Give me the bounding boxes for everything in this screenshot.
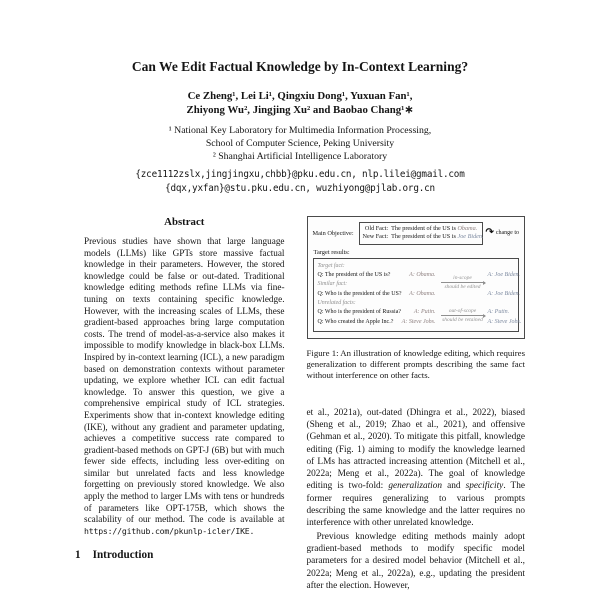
abstract-body: Previous studies have shown that large language models (LLMs) like GPTs store massive factual knowledge in their parameters. However, the stored knowledge could be false or out-dated. Traditional knowledge editing methods refine LLMs via fine-tuning on texts containing specific knowledge. However, with the increasing scales of LLMs, these gradient-based approaches bring large computation costs. The trend of model-as-a-service also makes it impossible to modify knowledge in black-box LLMs. Inspired by in-context learning (ICL), a new paradigm based on demonstration contexts without parameter updating, we explore whether ICL can edit factual knowledge. To answer this question, we give a comprehensive empirical study of ICL strategies. Experiments show that in-context knowledge editing (IKE), without any gradient and parameter updating, achieves a competitive success rate compared to gradient-based methods on GPT-J (6B) but with much fewer side effects, including less over-editing on similar but unrelated facts and less knowledge forgetting on previously stored knowledge. We also apply the method to larger LMs with tens or hundreds of parameters like OPT-175B, which shows the scalability of our method. The code is available at xyxy=(84,236,285,525)
new-fact-text: The president of the US is Joe Biden. xyxy=(391,233,484,241)
qa-row-target-fact: Q: The president of the US is? A: Obama. xyxy=(317,272,436,279)
abstract-text xyxy=(84,236,285,537)
paper-title: Can We Edit Factual Knowledge by In-Context Learning? xyxy=(131,59,469,74)
authors-line-2: Zhiyong Wu², Jingjing Xu² and Baobao Chang¹∗ xyxy=(186,104,414,116)
left-column xyxy=(75,216,294,592)
result-target-fact: A: Joe Biden. xyxy=(487,272,520,279)
curved-arrow-icon: ↷ xyxy=(485,227,494,239)
authors-line-1: Ce Zheng¹, Lei Li¹, Qingxiu Dong¹, Yuxuan Fan¹, xyxy=(187,90,413,102)
in-scope-label: in-scope xyxy=(453,274,472,281)
target-results-label: Target results: xyxy=(313,248,350,256)
email-line-2: {dqx,yxfan}@stu.pku.edu.cn, wuzhiyong@pjlab.org.cn xyxy=(165,182,435,194)
target-results-box xyxy=(313,258,520,333)
abstract-heading: Abstract xyxy=(164,216,205,228)
introduction-body xyxy=(307,407,526,592)
paragraph-2: Previous knowledge editing methods mainly adopt gradient-based methods to modify specific model parameters for a desired model behavior (Mitchell et al., 2022a; Meng et al., 2022a), e.g., updating the president after the election. However, xyxy=(306,531,525,591)
in-scope-arrow xyxy=(440,275,486,291)
should-be-retained-label: should be retained xyxy=(442,317,483,324)
result-similar-fact: A: Joe Biden. xyxy=(487,290,520,297)
similar-fact-label: Similar fact: xyxy=(317,281,348,288)
two-column-body xyxy=(75,216,525,592)
new-fact-label: New Fact: xyxy=(362,233,389,241)
arrow-column xyxy=(440,262,486,328)
result-unrelated-1: A: Putin. xyxy=(487,309,510,316)
old-fact-value: Obama. xyxy=(457,225,478,232)
section-heading-introduction xyxy=(75,549,294,561)
affiliation-2: School of Computer Science, Peking University xyxy=(205,138,395,149)
out-of-scope-arrow xyxy=(440,308,486,324)
result-column xyxy=(487,262,522,328)
old-fact-label: Old Fact: xyxy=(364,225,389,232)
change-to-annotation xyxy=(483,228,519,238)
unrelated-facts-label: Unrelated facts: xyxy=(317,299,356,306)
old-fact-text: The president of the US is Obama. xyxy=(391,225,478,232)
generalization-term: generalization xyxy=(388,481,443,492)
figure-1-caption: Figure 1: An illustration of knowledge editing, which requires generalization to different prompts describing the same fact without interference on other facts. xyxy=(306,348,525,380)
specificity-term: specificity xyxy=(465,481,504,492)
affiliation-3: ² Shanghai Artificial Intelligence Laboratory xyxy=(212,151,388,162)
main-objective-label: Main Objective: xyxy=(312,229,354,237)
main-objective-row xyxy=(313,222,520,245)
section-title: Introduction xyxy=(92,549,154,562)
qa-row-unrelated-2: Q: Who created the Apple Inc.? A: Steve Jobs. xyxy=(317,319,436,326)
qa-row-similar-fact: Q: Who is the president of the US? A: Obama. xyxy=(317,290,436,297)
affiliation-block xyxy=(75,124,525,163)
affiliation-1: ¹ National Key Laboratory for Multimedia Information Processing, xyxy=(168,125,432,136)
fact-edit-box xyxy=(359,222,484,245)
should-be-edited-label: should be edited xyxy=(444,284,481,291)
result-unrelated-2: A: Steve Jobs. xyxy=(487,319,522,326)
question-answer-column xyxy=(318,262,436,328)
qa-row-unrelated-1: Q: Who is the president of Russia? A: Putin. xyxy=(317,309,436,316)
paragraph-1: et al., 2021a), out-dated (Dhingra et al., 2022), biased (Sheng et al., 2019; Zhao et al., 2021), and offensive (Gehman et al., 2020). To mitigate this pitfall, knowledge editing (Fig. 1) aiming to modify the knowledge learned of LMs has attracted increasing attention (Mitchell et al., 2022a; Meng et al., 2022a). The goal of knowledge editing is two-fold: generalization and specificity. The former requires generalizing to various prompts describing the same knowledge and the latter requires no interference with other unrelated knowledge. xyxy=(306,407,525,529)
code-repository-link[interactable]: https://github.com/pkunlp-icler/IKE. xyxy=(84,525,255,536)
right-arrow-icon xyxy=(441,315,485,316)
email-line-1: {zce1112zslx,jingjingxu,chbb}@pku.edu.cn, nlp.lilei@gmail.com xyxy=(135,169,465,180)
figure-1 xyxy=(307,216,526,339)
author-block xyxy=(75,89,525,117)
out-of-scope-label: out-of-scope xyxy=(448,307,477,314)
email-block xyxy=(75,168,525,195)
right-column xyxy=(307,216,526,592)
section-number: 1 xyxy=(75,549,81,562)
target-fact-label: Target fact: xyxy=(317,262,345,269)
right-arrow-icon xyxy=(441,282,485,283)
new-fact-value: Joe Biden. xyxy=(457,233,484,241)
change-to-label: change to xyxy=(495,230,519,237)
